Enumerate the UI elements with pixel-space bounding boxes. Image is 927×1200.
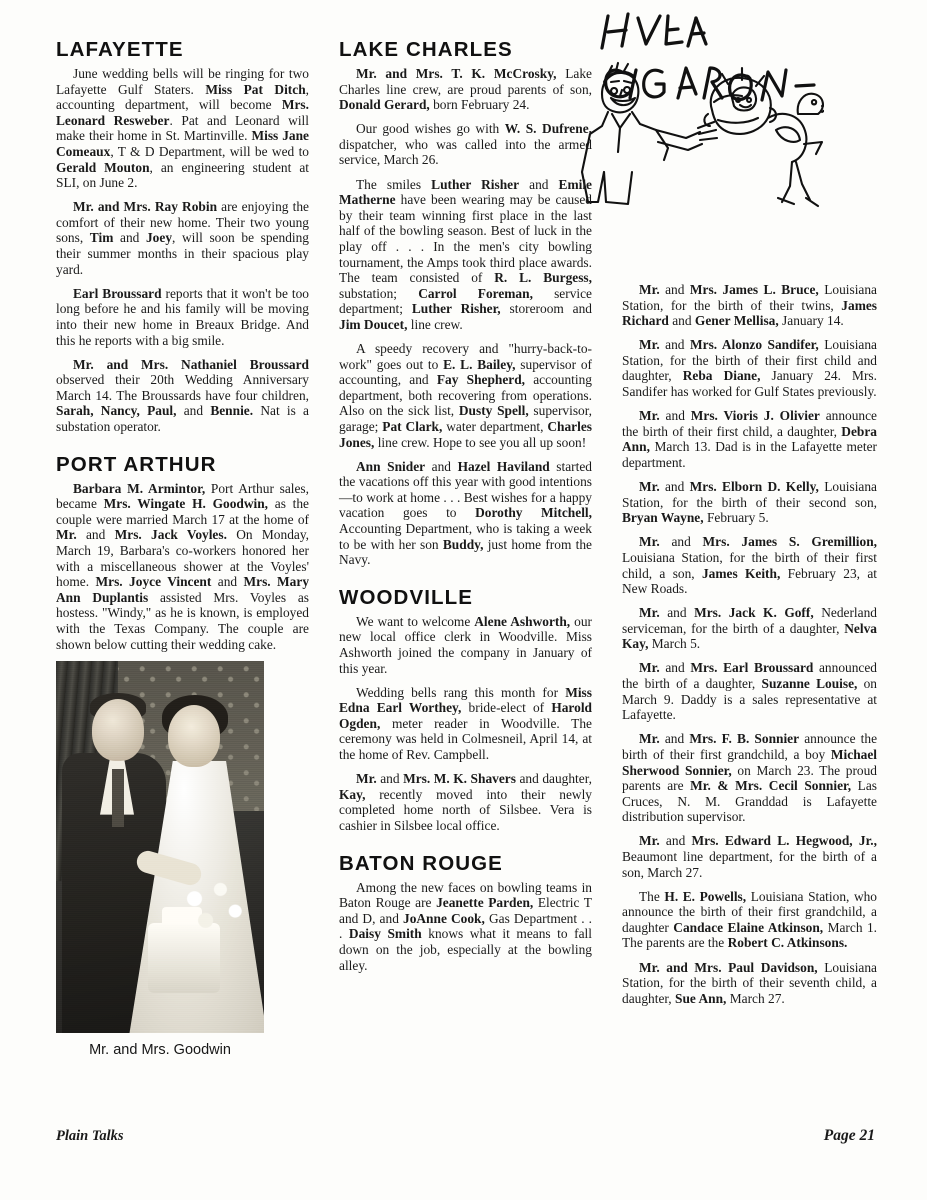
- article-columns: [56, 38, 876, 1108]
- column-2: [339, 38, 592, 982]
- paragraph: Mr. and Mrs. James S. Gremillion, Louisiana Station, for the birth of their first child, a son, James Keith, February 23, at New Roads.: [622, 534, 878, 597]
- paragraph: Mr. and Mrs. Earl Broussard announced the birth of a daughter, Suzanne Louise, on March 9. Daddy is a sales representative at Lafayette.: [622, 660, 877, 723]
- section-heading-woodville: WOODVILLE: [339, 585, 474, 609]
- paragraph: Earl Broussard reports that it won't be too long before he and his family will be moving into their new home in Breaux Bridge. And this he reports with a big smile.: [56, 285, 310, 348]
- paragraph: June wedding bells will be ringing for two Lafayette Gulf Staters. Miss Pat Ditch, accounting department, will become Mrs. Leonard Resweber. Pat and Leonard will make their home in St. Martinville. Miss Jane Comeaux, T & D Department, will be wed to Gerald Mouton, an engineering student at SLI, on June 2.: [56, 66, 309, 191]
- section-heading-lake-charles: LAKE CHARLES: [339, 38, 513, 61]
- paragraph: Mr. and Mrs. Nathaniel Broussard observed their 20th Wedding Anniversary March 14. The Broussards have four children, Sarah, Nancy, Paul, and Bennie. Nat is a substation operator.: [56, 356, 309, 434]
- footer-publication-name: Plain Talks: [56, 1128, 124, 1144]
- paragraph: A speedy recovery and "hurry-back-to-work" goes out to E. L. Bailey, supervisor of accounting, and Fay Shepherd, accounting department, both recovering from operations. Also on the sick list, Dusty Spell, supervisor, garage; Pat Clark, water department, Charles Jones, line crew. Hope to see you all up soon!: [339, 341, 593, 450]
- paragraph: Mr. and Mrs. T. K. McCrosky, Lake Charles line crew, are proud parents of son, Donald Gerard, born February 24.: [339, 66, 592, 113]
- wedding-photo-block: [56, 661, 264, 1058]
- paragraph: The smiles Luther Risher and Emile Matherne have been wearing may be caused by their team winning first place in the last half of the bowling season. Best of luck in the play off . . . In the men's city bowling tournament, the Amps took third place awards. The team consisted of R. L. Burgess, substation; Carrol Foreman, service department; Luther Risher, storeroom and Jim Doucet, line crew.: [339, 176, 592, 332]
- paragraph: Barbara M. Armintor, Port Arthur sales, became Mrs. Wingate H. Goodwin, as the couple were married March 17 at the home of Mr. and Mrs. Jack Voyles. On Monday, March 19, Barbara's co-workers honored her with a miscellaneous shower at the Voyles' home. Mrs. Joyce Vincent and Mrs. Mary Ann Duplantis assisted Mrs. Voyles as hostess. "Windy," as he is known, is employed with the Texas Company. The couple are shown below cutting their wedding cake.: [56, 480, 310, 652]
- paragraph: Mr. and Mrs. Elborn D. Kelly, Louisiana Station, for the birth of their second son, Bryan Wayne, February 5.: [622, 479, 877, 526]
- wedding-photo: [56, 661, 264, 1033]
- paragraph: Among the new faces on bowling teams in Baton Rouge are Jeanette Parden, Electric T and D, and JoAnne Cook, Gas Department . . . Daisy Smith knows what it means to fall down on the job, especially at the bowling alley.: [339, 879, 592, 973]
- paragraph: Ann Snider and Hazel Haviland started the vacations off this year with good intentions—to work at home . . . Best wishes for a happy vacation goes to Dorothy Mitchell, Accounting Department, who is taking a week to be with her son Buddy, just home from the Navy.: [339, 458, 593, 568]
- section-heading-port-arthur: PORT ARTHUR: [56, 452, 217, 476]
- paragraph: Mr. and Mrs. M. K. Shavers and daughter, Kay, recently moved into their newly completed home north of Silsbee. Vera is cashier in Silsbee local office.: [339, 771, 592, 833]
- paragraph: The H. E. Powells, Louisiana Station, who announce the birth of their first grandchild, a daughter Candace Elaine Atkinson, March 1. The parents are the Robert C. Atkinsons.: [622, 888, 878, 951]
- paragraph: Mr. and Mrs. Ray Robin are enjoying the comfort of their new home. Their two young sons, Tim and Joey, will soon be spending their summer months in their spacious play yard.: [56, 199, 310, 277]
- paragraph: Mr. and Mrs. Alonzo Sandifer, Louisiana Station, for the birth of their first child and daughter, Reba Diane, January 24. Mrs. Sandifer has worked for Gulf States previously.: [622, 337, 877, 400]
- paragraph: Our good wishes go with W. S. Dufrene, dispatcher, who was called into the armed service, March 26.: [339, 121, 592, 168]
- section-heading-lafayette: LAFAYETTE: [56, 38, 184, 61]
- photo-caption: Mr. and Mrs. Goodwin: [89, 1041, 231, 1058]
- paragraph: Wedding bells rang this month for Miss Edna Earl Worthey, bride-elect of Harold Ogden, meter reader in Woodville. The ceremony was held in Colmesneil, April 14, at the home of Rev. Campbell.: [339, 684, 592, 763]
- paragraph: We want to welcome Alene Ashworth, our new local office clerk in Woodville. Miss Ashworth joined the company in January of this year.: [339, 613, 592, 676]
- paragraph: Mr. and Mrs. Vioris J. Olivier announce the birth of their first child, a daughter, Debra Ann, March 13. Dad is in the Lafayette meter department.: [622, 408, 877, 470]
- paragraph: Mr. and Mrs. Paul Davidson, Louisiana Station, for the birth of their seventh child, a daughter, Sue Ann, March 27.: [622, 959, 878, 1006]
- paragraph: Mr. and Mrs. Edward L. Hegwood, Jr., Beaumont line department, for the birth of a son, March 27.: [622, 833, 877, 880]
- paragraph: Mr. and Mrs. Jack K. Goff, Nederland serviceman, for the birth of a daughter, Nelva Kay, March 5.: [622, 605, 877, 652]
- paragraph: Mr. and Mrs. James L. Bruce, Louisiana Station, for the birth of their twins, James Richard and Gener Mellisa, January 14.: [622, 282, 877, 329]
- paragraph: Mr. and Mrs. F. B. Sonnier announce the birth of their first grandchild, a boy Michael Sherwood Sonnier, on March 23. The proud parents are Mr. & Mrs. Cecil Sonnier, Las Cruces, N. M. Granddad is Lafayette distribution supervisor.: [622, 731, 878, 825]
- column-1: [56, 38, 309, 1058]
- column-3: [622, 38, 877, 1015]
- section-heading-baton-rouge: BATON ROUGE: [339, 851, 503, 875]
- footer-page-number: Page 21: [823, 1127, 875, 1144]
